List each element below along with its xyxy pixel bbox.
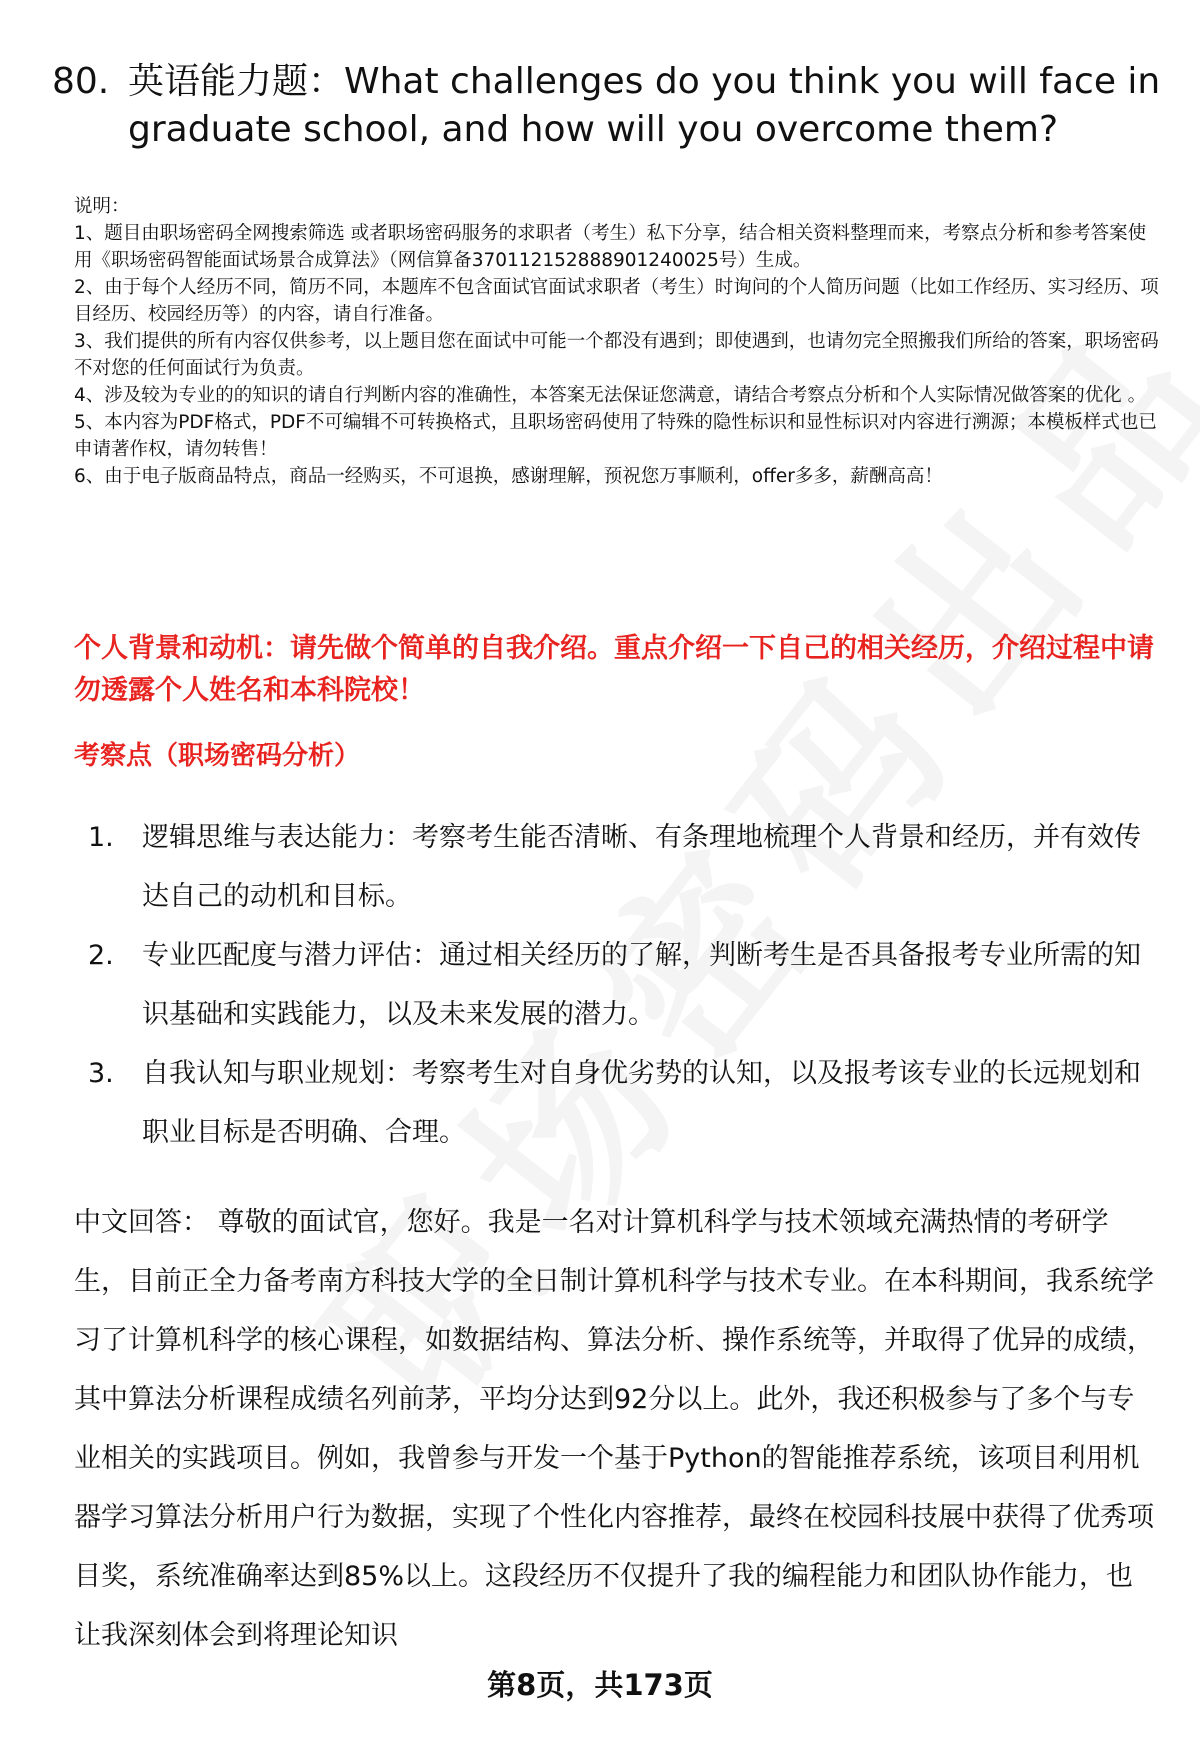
note-item: 1、题目由职场密码全网搜索筛选 或者职场密码服务的求职者（考生）私下分享，结合相关资料整理而来，考察点分析和参考答案使用《职场密码智能面试场景合成算法》（网信算备370112152888901240025号）生成。 [74, 223, 1147, 271]
notes-title: 说明： [74, 196, 130, 217]
analysis-point [74, 926, 1154, 1044]
analysis-point [74, 808, 1154, 926]
sub-question: 个人背景和动机：请先做个简单的自我介绍。重点介绍一下自己的相关经历，介绍过程中请勿透露个人姓名和本科院校！ [74, 633, 1154, 706]
analysis-point [74, 1044, 1154, 1162]
page-footer: 第8页，共173页 [487, 1668, 713, 1702]
point-number: 1. [88, 822, 114, 853]
note-item: 6、由于电子版商品特点，商品一经购买，不可退换，感谢理解，预祝您万事顺利，offer多多，薪酬高高！ [74, 466, 943, 487]
note-item: 4、涉及较为专业的的知识的请自行判断内容的准确性，本答案无法保证您满意，请结合考察点分析和个人实际情况做答案的优化 。 [74, 385, 1147, 406]
answer-text: 中文回答： 尊敬的面试官，您好。我是一名对计算机科学与技术领域充满热情的考研学生，目前正全力备考南方科技大学的全日制计算机科学与技术专业。在本科期间，我系统学习了计算机科学的核心课程，如数据结构、算法分析、操作系统等，并取得了优异的成绩，其中算法分析课程成绩名列前茅，平均分达到92分以上。此外，我还积极参与了多个与专业相关的实践项目。例如，我曾参与开发一个基于Python的智能推荐系统，该项目利用机器学习算法分析用户行为数据，实现了个性化内容推荐，最终在校园科技展中获得了优秀项目奖，系统准确率达到85%以上。这段经历不仅提升了我的编程能力和团队协作能力，也让我深刻体会到将理论知识 [74, 1207, 1154, 1651]
point-text: 专业匹配度与潜力评估：通过相关经历的了解，判断考生是否具备报考专业所需的知识基础和实践能力，以及未来发展的潜力。 [142, 940, 1141, 1030]
analysis-heading: 考察点（职场密码分析） [74, 741, 361, 771]
notes-block [74, 193, 1164, 490]
note-item: 5、本内容为PDF格式，PDF不可编辑不可转换格式，且职场密码使用了特殊的隐性标识和显性标识对内容进行溯源；本模板样式也已申请著作权，请勿转售！ [74, 412, 1157, 460]
point-text: 自我认知与职业规划：考察考生对自身优劣势的认知，以及报考该专业的长远规划和职业目标是否明确、合理。 [142, 1058, 1141, 1148]
question-text: 英语能力题：What challenges do you think you will face in graduate school, and how will you overcome them? [128, 61, 1161, 150]
question-header [52, 58, 1162, 154]
note-item: 2、由于每个人经历不同，简历不同，本题库不包含面试官面试求职者（考生）时询问的个人简历问题（比如工作经历、实习经历、项目经历、校园经历等）的内容，请自行准备。 [74, 277, 1159, 325]
point-text: 逻辑思维与表达能力：考察考生能否清晰、有条理地梳理个人背景和经历，并有效传达自己的动机和目标。 [142, 822, 1141, 912]
question-number: 80. [52, 61, 110, 102]
point-number: 2. [88, 940, 114, 971]
point-number: 3. [88, 1058, 114, 1089]
note-item: 3、我们提供的所有内容仅供参考，以上题目您在面试中可能一个都没有遇到；即使遇到，也请勿完全照搬我们所给的答案，职场密码不对您的任何面试行为负责。 [74, 331, 1159, 379]
analysis-points [74, 808, 1154, 1162]
